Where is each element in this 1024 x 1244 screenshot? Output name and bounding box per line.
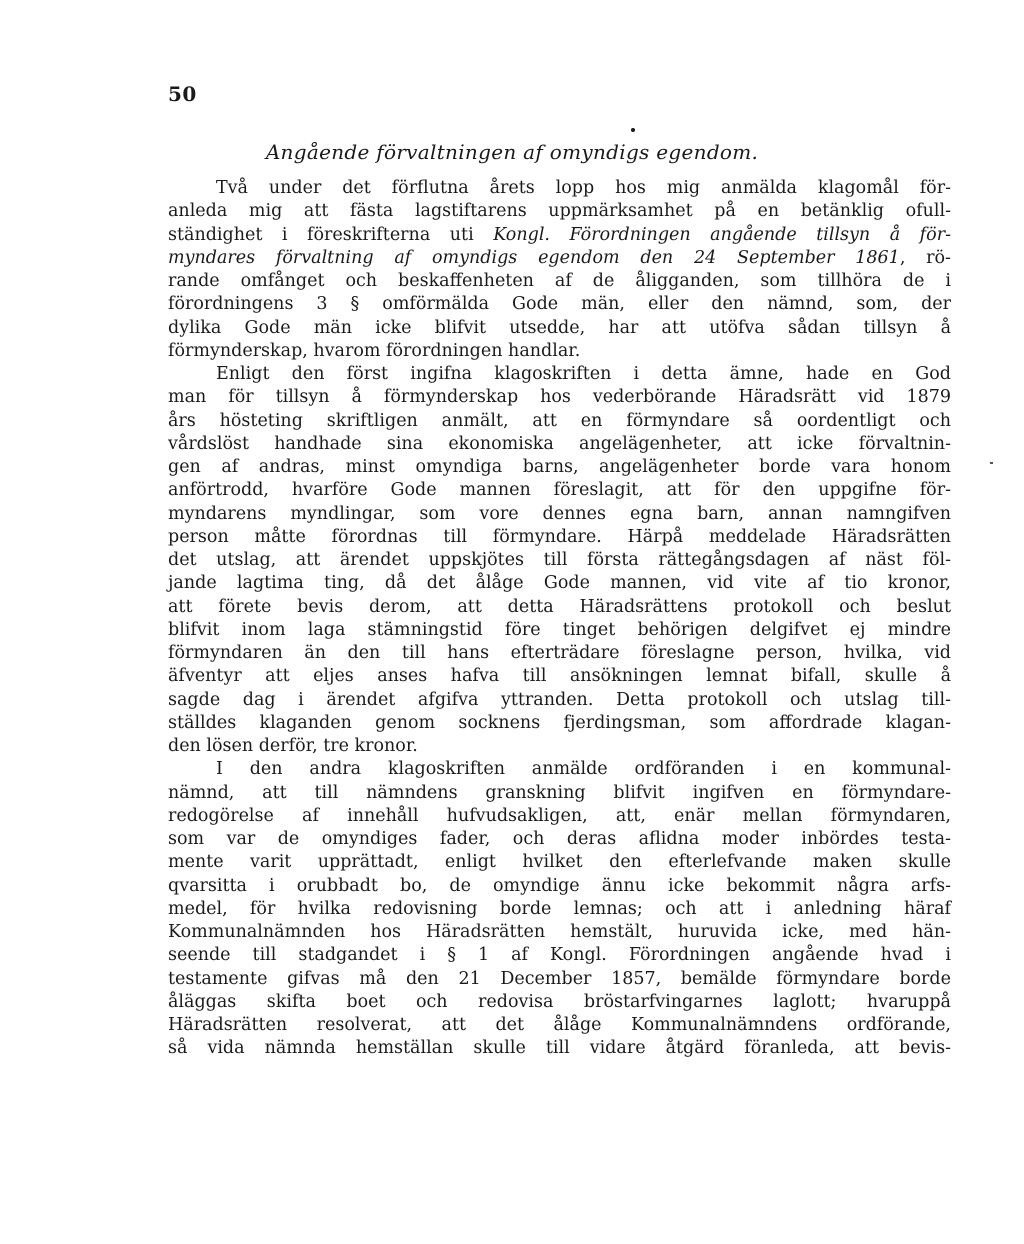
text-line: mente varit upprättadt, enligt hvilket den efterlefvande maken skulle <box>168 852 951 873</box>
text-line: vårdslöst handhade sina ekonomiska angelägenheter, att icke förvaltnin- <box>168 433 951 454</box>
text-line: som var de omyndiges fader, och deras aflidna moder inbördes testa- <box>168 829 951 849</box>
text-line: det utslag, att ärendet uppskjötes till första rättegångsdagen af näst föl- <box>168 550 951 570</box>
text-line: äfventyr att eljes anses hafva till ansökningen lemnat bifall, skulle å <box>168 666 951 687</box>
text-line: Kommunalnämnden hos Häradsrätten hemstält, huruvida icke, med hän- <box>168 922 951 942</box>
text-line: Enligt den först ingifna klagoskriften i detta ämne, hade en God <box>216 364 951 384</box>
text-line: att förete bevis derom, att detta Häradsrättens protokoll och beslut <box>168 596 951 617</box>
text-line: person måtte förordnas till förmyndare. Härpå meddelade Häradsrätten <box>168 526 951 547</box>
section-title: Angående förvaltningen af omyndigs egendom. <box>265 140 759 164</box>
text-line: Häradsrätten resolverat, att det ålåge Kommunalnämndens ordförande, <box>168 1015 951 1035</box>
text-line: medel, för hvilka redovisning borde lemnas; och att i anledning häraf <box>168 898 951 919</box>
print-speck-mark <box>990 462 993 464</box>
text-line: testamente gifvas må den 21 December 1857, bemälde förmyndare borde <box>168 968 951 989</box>
text-line: myndarens myndlingar, som vore dennes egna barn, annan namngifven <box>168 503 951 524</box>
text-line: förmyndaren än den till hans efterträdare föreslagne person, hvilka, vid <box>168 643 951 663</box>
text-line: den lösen derför, tre kronor. <box>168 736 418 756</box>
text-line: anförtrodd, hvarföre Gode mannen föreslagit, att för den uppgifne för- <box>168 480 951 501</box>
text-line: års hösteting skriftligen anmält, att en förmyndare så oordentligt och <box>168 410 951 431</box>
text-line: förordningens 3 § omförmälda Gode män, eller den nämnd, som, der <box>168 294 951 315</box>
text-line: jande lagtima ting, då det ålåge Gode mannen, vid vite af tio kronor, <box>168 573 951 594</box>
text-line: redogörelse af innehåll hufvudsakligen, att, enär mellan förmyndaren, <box>168 805 951 826</box>
text-line: ständighet i föreskrifterna uti Kongl. Förordningen angående tillsyn å för- <box>168 224 951 245</box>
text-line: förmynderskap, hvarom förordningen handlar. <box>168 340 581 361</box>
text-line: anleda mig att fästa lagstiftarens uppmärksamhet på en betänklig ofull- <box>168 201 951 222</box>
text-line: man för tillsyn å förmynderskap hos vederbörande Häradsrätt vid 1879 <box>168 387 951 408</box>
print-dot-mark <box>631 128 635 132</box>
text-line: sagde dag i ärendet afgifva yttranden. Detta protokoll och utslag till- <box>168 689 951 710</box>
text-line: seende till stadgandet i § 1 af Kongl. Förordningen angående hvad i <box>168 945 951 966</box>
text-line: åläggas skifta boet och redovisa bröstarfvingarnes laglott; hvaruppå <box>168 991 951 1012</box>
text-line: så vida nämnda hemställan skulle till vidare åtgärd föranleda, att bevis- <box>168 1038 951 1059</box>
text-line: qvarsitta i orubbadt bo, de omyndige ännu icke bekommit några arfs- <box>168 875 951 896</box>
text-line: nämnd, att till nämndens granskning blifvit ingifven en förmyndare- <box>168 782 951 803</box>
text-line: dylika Gode män icke blifvit utsedde, har att utöfva sådan tillsyn å <box>168 317 951 338</box>
text-line: rande omfånget och beskaffenheten af de åligganden, som tillhöra de i <box>168 271 951 291</box>
text-line: I den andra klagoskriften anmälde ordföranden i en kommunal- <box>216 759 951 780</box>
text-line: gen af andras, minst omyndiga barns, angelägenheter borde vara honom <box>168 457 951 477</box>
body-text <box>168 177 951 1061</box>
page-number: 50 <box>168 82 197 106</box>
text-line: Två under det förflutna årets lopp hos mig anmälda klagomål för- <box>216 178 951 198</box>
text-line: myndares förvaltning af omyndigs egendom den 24 September 1861, rö- <box>168 247 951 268</box>
text-line: blifvit inom laga stämningstid före tinget behörigen delgifvet ej mindre <box>168 619 951 640</box>
text-line: ställdes klaganden genom socknens fjerdingsman, som affordrade klagan- <box>168 712 951 733</box>
